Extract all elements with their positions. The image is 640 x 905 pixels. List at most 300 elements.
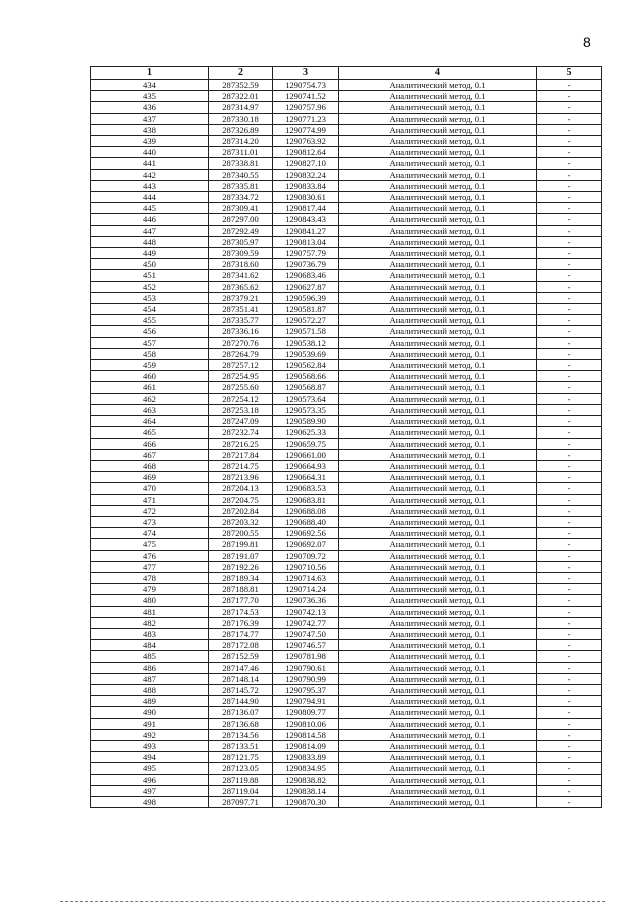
method-cell: Аналитический метод, 0.1	[339, 528, 537, 539]
method-cell: Аналитический метод, 0.1	[339, 259, 537, 270]
point-number-cell: 495	[91, 763, 209, 774]
x-coordinate-cell: 287365.62	[209, 281, 273, 292]
column-header-3: 3	[273, 67, 339, 80]
table-row	[91, 449, 602, 460]
note-cell: -	[537, 572, 602, 583]
table-header-row	[91, 67, 602, 80]
y-coordinate-cell: 1290794.91	[273, 696, 339, 707]
point-number-cell: 456	[91, 326, 209, 337]
method-cell: Аналитический метод, 0.1	[339, 707, 537, 718]
note-cell: -	[537, 248, 602, 259]
point-number-cell: 498	[91, 797, 209, 808]
x-coordinate-cell: 287148.14	[209, 673, 273, 684]
point-number-cell: 447	[91, 225, 209, 236]
x-coordinate-cell: 287335.81	[209, 180, 273, 191]
method-cell: Аналитический метод, 0.1	[339, 696, 537, 707]
y-coordinate-cell: 1290817.44	[273, 203, 339, 214]
x-coordinate-cell: 287152.59	[209, 651, 273, 662]
point-number-cell: 458	[91, 348, 209, 359]
y-coordinate-cell: 1290659.75	[273, 438, 339, 449]
x-coordinate-cell: 287213.96	[209, 472, 273, 483]
point-number-cell: 481	[91, 606, 209, 617]
x-coordinate-cell: 287254.12	[209, 393, 273, 404]
table-row	[91, 214, 602, 225]
point-number-cell: 469	[91, 472, 209, 483]
table-row	[91, 203, 602, 214]
note-cell: -	[537, 763, 602, 774]
table-row	[91, 729, 602, 740]
point-number-cell: 496	[91, 774, 209, 785]
note-cell: -	[537, 427, 602, 438]
method-cell: Аналитический метод, 0.1	[339, 304, 537, 315]
note-cell: -	[537, 785, 602, 796]
note-cell: -	[537, 651, 602, 662]
x-coordinate-cell: 287341.62	[209, 270, 273, 281]
point-number-cell: 490	[91, 707, 209, 718]
x-coordinate-cell: 287314.97	[209, 102, 273, 113]
point-number-cell: 464	[91, 416, 209, 427]
y-coordinate-cell: 1290757.96	[273, 102, 339, 113]
point-number-cell: 450	[91, 259, 209, 270]
table-row	[91, 483, 602, 494]
method-cell: Аналитический метод, 0.1	[339, 427, 537, 438]
point-number-cell: 482	[91, 617, 209, 628]
table-row	[91, 774, 602, 785]
x-coordinate-cell: 287119.04	[209, 785, 273, 796]
y-coordinate-cell: 1290571.58	[273, 326, 339, 337]
x-coordinate-cell: 287204.75	[209, 494, 273, 505]
y-coordinate-cell: 1290664.31	[273, 472, 339, 483]
x-coordinate-cell: 287145.72	[209, 684, 273, 695]
y-coordinate-cell: 1290683.46	[273, 270, 339, 281]
x-coordinate-cell: 287330.18	[209, 113, 273, 124]
table-row	[91, 371, 602, 382]
point-number-cell: 444	[91, 192, 209, 203]
point-number-cell: 484	[91, 640, 209, 651]
method-cell: Аналитический метод, 0.1	[339, 326, 537, 337]
method-cell: Аналитический метод, 0.1	[339, 640, 537, 651]
table-row	[91, 270, 602, 281]
point-number-cell: 437	[91, 113, 209, 124]
table-row	[91, 606, 602, 617]
method-cell: Аналитический метод, 0.1	[339, 315, 537, 326]
y-coordinate-cell: 1290810.06	[273, 718, 339, 729]
note-cell: -	[537, 203, 602, 214]
table-row	[91, 472, 602, 483]
y-coordinate-cell: 1290709.72	[273, 550, 339, 561]
table-row	[91, 438, 602, 449]
point-number-cell: 451	[91, 270, 209, 281]
method-cell: Аналитический метод, 0.1	[339, 483, 537, 494]
y-coordinate-cell: 1290710.56	[273, 561, 339, 572]
table-row	[91, 304, 602, 315]
note-cell: -	[537, 449, 602, 460]
point-number-cell: 468	[91, 460, 209, 471]
note-cell: -	[537, 584, 602, 595]
method-cell: Аналитический метод, 0.1	[339, 404, 537, 415]
table-row	[91, 281, 602, 292]
y-coordinate-cell: 1290688.40	[273, 516, 339, 527]
table-row	[91, 718, 602, 729]
x-coordinate-cell: 287326.89	[209, 124, 273, 135]
table-row	[91, 360, 602, 371]
table-row	[91, 696, 602, 707]
note-cell: -	[537, 382, 602, 393]
note-cell: -	[537, 673, 602, 684]
note-cell: -	[537, 561, 602, 572]
y-coordinate-cell: 1290790.99	[273, 673, 339, 684]
y-coordinate-cell: 1290742.13	[273, 606, 339, 617]
table-row	[91, 113, 602, 124]
y-coordinate-cell: 1290627.87	[273, 281, 339, 292]
point-number-cell: 488	[91, 684, 209, 695]
note-cell: -	[537, 113, 602, 124]
table-row	[91, 752, 602, 763]
column-header-1: 1	[91, 67, 209, 80]
point-number-cell: 463	[91, 404, 209, 415]
method-cell: Аналитический метод, 0.1	[339, 752, 537, 763]
y-coordinate-cell: 1290736.36	[273, 595, 339, 606]
x-coordinate-cell: 287192.26	[209, 561, 273, 572]
x-coordinate-cell: 287322.01	[209, 91, 273, 102]
y-coordinate-cell: 1290832.24	[273, 169, 339, 180]
point-number-cell: 445	[91, 203, 209, 214]
method-cell: Аналитический метод, 0.1	[339, 550, 537, 561]
table-row	[91, 192, 602, 203]
y-coordinate-cell: 1290664.93	[273, 460, 339, 471]
y-coordinate-cell: 1290843.43	[273, 214, 339, 225]
x-coordinate-cell: 287297.00	[209, 214, 273, 225]
point-number-cell: 471	[91, 494, 209, 505]
note-cell: -	[537, 102, 602, 113]
point-number-cell: 487	[91, 673, 209, 684]
method-cell: Аналитический метод, 0.1	[339, 662, 537, 673]
note-cell: -	[537, 281, 602, 292]
x-coordinate-cell: 287340.55	[209, 169, 273, 180]
note-cell: -	[537, 315, 602, 326]
y-coordinate-cell: 1290795.37	[273, 684, 339, 695]
point-number-cell: 460	[91, 371, 209, 382]
method-cell: Аналитический метод, 0.1	[339, 561, 537, 572]
x-coordinate-cell: 287203.32	[209, 516, 273, 527]
point-number-cell: 454	[91, 304, 209, 315]
point-number-cell: 492	[91, 729, 209, 740]
note-cell: -	[537, 416, 602, 427]
note-cell: -	[537, 729, 602, 740]
y-coordinate-cell: 1290573.35	[273, 404, 339, 415]
table-row	[91, 236, 602, 247]
y-coordinate-cell: 1290754.73	[273, 80, 339, 91]
point-number-cell: 461	[91, 382, 209, 393]
table-row	[91, 416, 602, 427]
y-coordinate-cell: 1290790.61	[273, 662, 339, 673]
point-number-cell: 479	[91, 584, 209, 595]
table-row	[91, 248, 602, 259]
method-cell: Аналитический метод, 0.1	[339, 617, 537, 628]
point-number-cell: 439	[91, 136, 209, 147]
y-coordinate-cell: 1290827.10	[273, 158, 339, 169]
x-coordinate-cell: 287318.60	[209, 259, 273, 270]
y-coordinate-cell: 1290714.24	[273, 584, 339, 595]
y-coordinate-cell: 1290830.61	[273, 192, 339, 203]
y-coordinate-cell: 1290736.79	[273, 259, 339, 270]
x-coordinate-cell: 287134.56	[209, 729, 273, 740]
table-row	[91, 707, 602, 718]
note-cell: -	[537, 595, 602, 606]
y-coordinate-cell: 1290771.23	[273, 113, 339, 124]
y-coordinate-cell: 1290742.77	[273, 617, 339, 628]
note-cell: -	[537, 225, 602, 236]
y-coordinate-cell: 1290683.81	[273, 494, 339, 505]
x-coordinate-cell: 287338.81	[209, 158, 273, 169]
point-number-cell: 486	[91, 662, 209, 673]
method-cell: Аналитический метод, 0.1	[339, 785, 537, 796]
point-number-cell: 438	[91, 124, 209, 135]
table-row	[91, 651, 602, 662]
y-coordinate-cell: 1290757.79	[273, 248, 339, 259]
note-cell: -	[537, 192, 602, 203]
method-cell: Аналитический метод, 0.1	[339, 449, 537, 460]
y-coordinate-cell: 1290538.12	[273, 337, 339, 348]
table-row	[91, 740, 602, 751]
table-row	[91, 561, 602, 572]
column-header-4: 4	[339, 67, 537, 80]
x-coordinate-cell: 287336.16	[209, 326, 273, 337]
method-cell: Аналитический метод, 0.1	[339, 438, 537, 449]
y-coordinate-cell: 1290838.14	[273, 785, 339, 796]
x-coordinate-cell: 287335.77	[209, 315, 273, 326]
table-body	[91, 80, 602, 808]
y-coordinate-cell: 1290741.52	[273, 91, 339, 102]
point-number-cell: 477	[91, 561, 209, 572]
method-cell: Аналитический метод, 0.1	[339, 774, 537, 785]
note-cell: -	[537, 236, 602, 247]
x-coordinate-cell: 287292.49	[209, 225, 273, 236]
method-cell: Аналитический метод, 0.1	[339, 416, 537, 427]
y-coordinate-cell: 1290572.27	[273, 315, 339, 326]
x-coordinate-cell: 287217.84	[209, 449, 273, 460]
x-coordinate-cell: 287136.07	[209, 707, 273, 718]
x-coordinate-cell: 287177.70	[209, 595, 273, 606]
note-cell: -	[537, 91, 602, 102]
table-row	[91, 516, 602, 527]
x-coordinate-cell: 287232.74	[209, 427, 273, 438]
table-row	[91, 382, 602, 393]
method-cell: Аналитический метод, 0.1	[339, 236, 537, 247]
y-coordinate-cell: 1290596.39	[273, 292, 339, 303]
point-number-cell: 435	[91, 91, 209, 102]
column-header-2: 2	[209, 67, 273, 80]
y-coordinate-cell: 1290692.56	[273, 528, 339, 539]
note-cell: -	[537, 505, 602, 516]
y-coordinate-cell: 1290573.64	[273, 393, 339, 404]
table-row	[91, 102, 602, 113]
point-number-cell: 465	[91, 427, 209, 438]
note-cell: -	[537, 606, 602, 617]
table-row	[91, 785, 602, 796]
y-coordinate-cell: 1290746.57	[273, 640, 339, 651]
point-number-cell: 473	[91, 516, 209, 527]
y-coordinate-cell: 1290781.98	[273, 651, 339, 662]
point-number-cell: 457	[91, 337, 209, 348]
y-coordinate-cell: 1290812.64	[273, 147, 339, 158]
coordinates-table	[90, 66, 602, 808]
y-coordinate-cell: 1290683.53	[273, 483, 339, 494]
table-row	[91, 539, 602, 550]
point-number-cell: 489	[91, 696, 209, 707]
point-number-cell: 449	[91, 248, 209, 259]
point-number-cell: 448	[91, 236, 209, 247]
y-coordinate-cell: 1290833.89	[273, 752, 339, 763]
point-number-cell: 480	[91, 595, 209, 606]
method-cell: Аналитический метод, 0.1	[339, 628, 537, 639]
method-cell: Аналитический метод, 0.1	[339, 337, 537, 348]
point-number-cell: 442	[91, 169, 209, 180]
point-number-cell: 497	[91, 785, 209, 796]
y-coordinate-cell: 1290838.82	[273, 774, 339, 785]
table-row	[91, 147, 602, 158]
method-cell: Аналитический метод, 0.1	[339, 740, 537, 751]
method-cell: Аналитический метод, 0.1	[339, 91, 537, 102]
note-cell: -	[537, 180, 602, 191]
x-coordinate-cell: 287121.75	[209, 752, 273, 763]
point-number-cell: 462	[91, 393, 209, 404]
x-coordinate-cell: 287119.88	[209, 774, 273, 785]
table-row	[91, 640, 602, 651]
x-coordinate-cell: 287253.18	[209, 404, 273, 415]
note-cell: -	[537, 169, 602, 180]
x-coordinate-cell: 287176.39	[209, 617, 273, 628]
method-cell: Аналитический метод, 0.1	[339, 248, 537, 259]
x-coordinate-cell: 287144.90	[209, 696, 273, 707]
table-row	[91, 124, 602, 135]
note-cell: -	[537, 617, 602, 628]
page-number: 8	[583, 34, 591, 50]
table-row	[91, 169, 602, 180]
x-coordinate-cell: 287097.71	[209, 797, 273, 808]
point-number-cell: 475	[91, 539, 209, 550]
method-cell: Аналитический метод, 0.1	[339, 136, 537, 147]
method-cell: Аналитический метод, 0.1	[339, 797, 537, 808]
table-row	[91, 404, 602, 415]
table-row	[91, 348, 602, 359]
table-row	[91, 326, 602, 337]
point-number-cell: 436	[91, 102, 209, 113]
method-cell: Аналитический метод, 0.1	[339, 360, 537, 371]
note-cell: -	[537, 270, 602, 281]
method-cell: Аналитический метод, 0.1	[339, 192, 537, 203]
note-cell: -	[537, 404, 602, 415]
point-number-cell: 452	[91, 281, 209, 292]
method-cell: Аналитический метод, 0.1	[339, 225, 537, 236]
x-coordinate-cell: 287270.76	[209, 337, 273, 348]
table-row	[91, 494, 602, 505]
note-cell: -	[537, 774, 602, 785]
x-coordinate-cell: 287199.81	[209, 539, 273, 550]
x-coordinate-cell: 287188.81	[209, 584, 273, 595]
method-cell: Аналитический метод, 0.1	[339, 595, 537, 606]
note-cell: -	[537, 348, 602, 359]
note-cell: -	[537, 326, 602, 337]
column-header-5: 5	[537, 67, 602, 80]
note-cell: -	[537, 80, 602, 91]
x-coordinate-cell: 287311.01	[209, 147, 273, 158]
x-coordinate-cell: 287200.55	[209, 528, 273, 539]
x-coordinate-cell: 287136.68	[209, 718, 273, 729]
point-number-cell: 455	[91, 315, 209, 326]
x-coordinate-cell: 287216.25	[209, 438, 273, 449]
table-row	[91, 505, 602, 516]
method-cell: Аналитический метод, 0.1	[339, 147, 537, 158]
x-coordinate-cell: 287174.53	[209, 606, 273, 617]
point-number-cell: 483	[91, 628, 209, 639]
y-coordinate-cell: 1290581.87	[273, 304, 339, 315]
note-cell: -	[537, 539, 602, 550]
point-number-cell: 493	[91, 740, 209, 751]
x-coordinate-cell: 287257.12	[209, 360, 273, 371]
note-cell: -	[537, 371, 602, 382]
note-cell: -	[537, 684, 602, 695]
method-cell: Аналитический метод, 0.1	[339, 516, 537, 527]
note-cell: -	[537, 304, 602, 315]
point-number-cell: 459	[91, 360, 209, 371]
point-number-cell: 441	[91, 158, 209, 169]
table-row	[91, 628, 602, 639]
y-coordinate-cell: 1290814.09	[273, 740, 339, 751]
x-coordinate-cell: 287305.97	[209, 236, 273, 247]
table-row	[91, 393, 602, 404]
note-cell: -	[537, 147, 602, 158]
note-cell: -	[537, 740, 602, 751]
point-number-cell: 470	[91, 483, 209, 494]
table-row	[91, 528, 602, 539]
method-cell: Аналитический метод, 0.1	[339, 729, 537, 740]
method-cell: Аналитический метод, 0.1	[339, 673, 537, 684]
x-coordinate-cell: 287254.95	[209, 371, 273, 382]
y-coordinate-cell: 1290625.33	[273, 427, 339, 438]
method-cell: Аналитический метод, 0.1	[339, 584, 537, 595]
y-coordinate-cell: 1290841.27	[273, 225, 339, 236]
method-cell: Аналитический метод, 0.1	[339, 460, 537, 471]
note-cell: -	[537, 494, 602, 505]
method-cell: Аналитический метод, 0.1	[339, 763, 537, 774]
y-coordinate-cell: 1290562.84	[273, 360, 339, 371]
note-cell: -	[537, 393, 602, 404]
y-coordinate-cell: 1290833.84	[273, 180, 339, 191]
point-number-cell: 491	[91, 718, 209, 729]
x-coordinate-cell: 287133.51	[209, 740, 273, 751]
x-coordinate-cell: 287309.59	[209, 248, 273, 259]
point-number-cell: 478	[91, 572, 209, 583]
y-coordinate-cell: 1290661.00	[273, 449, 339, 460]
note-cell: -	[537, 628, 602, 639]
table-row	[91, 460, 602, 471]
method-cell: Аналитический метод, 0.1	[339, 572, 537, 583]
note-cell: -	[537, 662, 602, 673]
method-cell: Аналитический метод, 0.1	[339, 281, 537, 292]
method-cell: Аналитический метод, 0.1	[339, 382, 537, 393]
method-cell: Аналитический метод, 0.1	[339, 124, 537, 135]
y-coordinate-cell: 1290568.66	[273, 371, 339, 382]
point-number-cell: 494	[91, 752, 209, 763]
x-coordinate-cell: 287247.09	[209, 416, 273, 427]
x-coordinate-cell: 287189.34	[209, 572, 273, 583]
y-coordinate-cell: 1290539.69	[273, 348, 339, 359]
y-coordinate-cell: 1290814.58	[273, 729, 339, 740]
note-cell: -	[537, 337, 602, 348]
y-coordinate-cell: 1290747.50	[273, 628, 339, 639]
note-cell: -	[537, 707, 602, 718]
